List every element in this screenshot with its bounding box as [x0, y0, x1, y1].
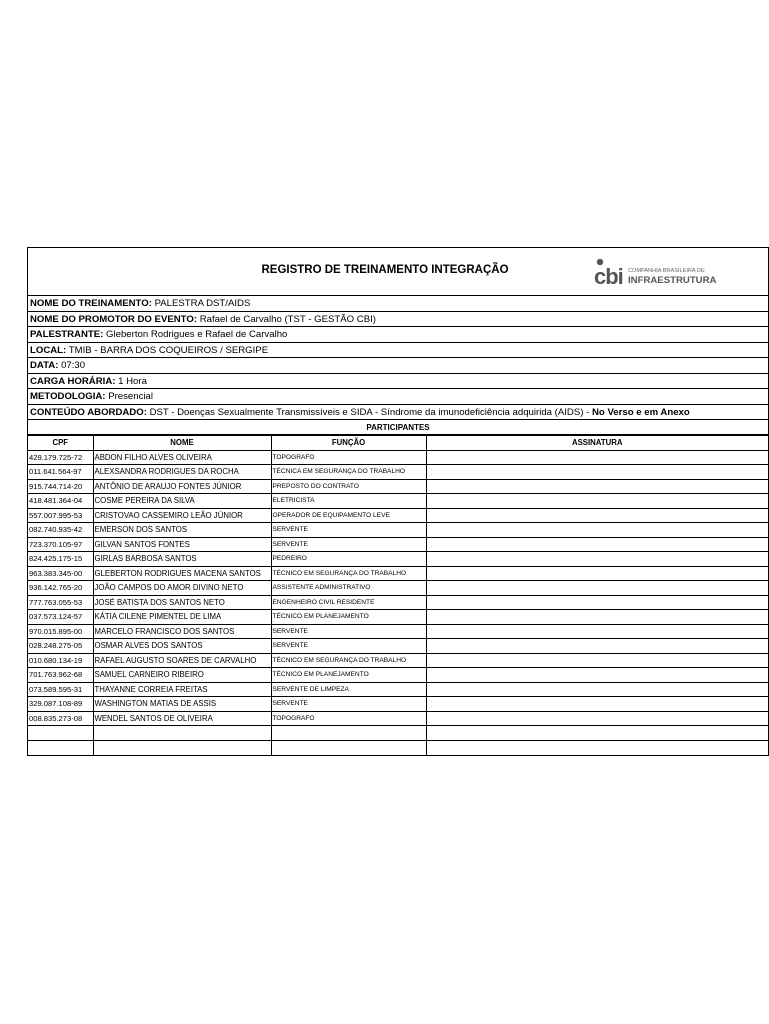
table-row [28, 711, 768, 726]
cell-funcao: ENGENHEIRO CIVIL RESIDENTE [271, 595, 426, 610]
column-header-cpf: CPF [28, 436, 93, 451]
info-row [28, 296, 768, 312]
cell-cpf: 008.835.273-08 [28, 711, 93, 726]
table-header-row [28, 436, 768, 451]
cell-nome: WENDEL SANTOS DE OLIVEIRA [93, 711, 271, 726]
cell-cpf: 777.763.055-53 [28, 595, 93, 610]
cell-nome [93, 740, 271, 755]
info-value: PALESTRA DST/AIDS [154, 298, 251, 309]
column-header-nome: NOME [93, 436, 271, 451]
table-row [28, 552, 768, 567]
signature-cell[interactable] [426, 566, 768, 581]
info-extra: No Verso e em Anexo [591, 406, 690, 418]
signature-cell[interactable] [426, 682, 768, 697]
cell-funcao: OPERADOR DE EQUIPAMENTO LEVE [271, 508, 426, 523]
cell-funcao: TÉCNICO EM PLANEJAMENTO [271, 610, 426, 625]
table-row [28, 450, 768, 465]
cell-funcao: TÉCNICO EM SEGURANÇA DO TRABALHO [271, 566, 426, 581]
cell-funcao: SERVENTE [271, 639, 426, 654]
table-row [28, 682, 768, 697]
cell-funcao: TOPOGRAFO [271, 711, 426, 726]
cell-cpf: 010.680.134-19 [28, 653, 93, 668]
info-row [28, 343, 768, 359]
info-section [28, 296, 768, 420]
info-row [28, 312, 768, 328]
cell-nome: EMERSON DOS SANTOS [93, 523, 271, 538]
cell-nome: MARCELO FRANCISCO DOS SANTOS [93, 624, 271, 639]
info-label: NOME DO TREINAMENTO: [30, 298, 152, 309]
cell-cpf: 723.370.105-97 [28, 537, 93, 552]
participants-table [28, 435, 768, 755]
cell-nome: SAMUEL CARNEIRO RIBEIRO [93, 668, 271, 683]
table-row [28, 595, 768, 610]
info-label: METODOLOGIA: [30, 391, 106, 402]
document-title: REGISTRO DE TREINAMENTO INTEGRAÇÃO [261, 264, 509, 276]
table-row [28, 523, 768, 538]
cell-funcao: SERVENTE DE LIMPEZA [271, 682, 426, 697]
cell-nome: CRISTOVAO CASSEMIRO LEÃO JÚNIOR [93, 508, 271, 523]
column-header-assinatura: ASSINATURA [426, 436, 768, 451]
cell-nome: THAYANNE CORREIA FREITAS [93, 682, 271, 697]
table-row [28, 740, 768, 755]
signature-cell[interactable] [426, 653, 768, 668]
signature-cell[interactable] [426, 581, 768, 596]
info-value: TMIB - BARRA DOS COQUEIROS / SERGIPE [68, 344, 269, 356]
signature-cell[interactable] [426, 523, 768, 538]
svg-text:INFRAESTRUTURA: INFRAESTRUTURA [628, 275, 717, 286]
cell-cpf: 970.015.895-00 [28, 624, 93, 639]
signature-cell[interactable] [426, 537, 768, 552]
table-row [28, 494, 768, 509]
cell-cpf: 011.641.564-97 [28, 465, 93, 480]
info-value: Gleberton Rodrigues e Rafael de Carvalho [106, 329, 288, 340]
info-label: NOME DO PROMOTOR DO EVENTO: [30, 313, 198, 325]
cell-funcao: SERVENTE [271, 697, 426, 712]
svg-text:COMPANHIA BRASILEIRA DE: COMPANHIA BRASILEIRA DE [628, 268, 705, 274]
signature-cell[interactable] [426, 668, 768, 683]
cell-nome: WASHINGTON MATIAS DE ASSIS [93, 697, 271, 712]
info-row [28, 374, 768, 390]
table-row [28, 624, 768, 639]
signature-cell[interactable] [426, 639, 768, 654]
cell-cpf: 037.573.124-57 [28, 610, 93, 625]
signature-cell[interactable] [426, 450, 768, 465]
table-row [28, 479, 768, 494]
info-row [28, 389, 768, 405]
table-row [28, 465, 768, 480]
cell-nome: OSMAR ALVES DOS SANTOS [93, 639, 271, 654]
cell-nome: GILVAN SANTOS FONTES [93, 537, 271, 552]
cell-funcao: TÉCNICA EM SEGURANÇA DO TRABALHO [271, 465, 426, 480]
table-row [28, 726, 768, 741]
svg-text:cbi: cbi [594, 264, 623, 289]
cell-funcao: ELETRICISTA [271, 494, 426, 509]
info-label: CARGA HORÁRIA: [30, 375, 116, 387]
signature-cell[interactable] [426, 740, 768, 755]
table-row [28, 566, 768, 581]
info-value: Presencial [108, 391, 153, 402]
signature-cell[interactable] [426, 610, 768, 625]
cell-funcao: SERVENTE [271, 624, 426, 639]
cell-nome: KÁTIA CILENE PIMENTEL DE LIMA [93, 610, 271, 625]
cell-funcao: ASSISTENTE ADMINISTRATIVO [271, 581, 426, 596]
column-header-funcao: FUNÇÃO [271, 436, 426, 451]
info-value: Rafael de Carvalho (TST - GESTÃO CBI) [199, 313, 376, 325]
info-label: LOCAL: [30, 344, 67, 356]
signature-cell[interactable] [426, 494, 768, 509]
cell-cpf: 557.007.995-53 [28, 508, 93, 523]
cell-nome: GIRLAS BARBOSA SANTOS [93, 552, 271, 567]
signature-cell[interactable] [426, 465, 768, 480]
cell-cpf: 329.087.108-89 [28, 697, 93, 712]
cell-cpf: 418.481.364-04 [28, 494, 93, 509]
cell-funcao: SERVENTE [271, 537, 426, 552]
signature-cell[interactable] [426, 595, 768, 610]
cell-nome: GLEBERTON RODRIGUES MACENA SANTOS [93, 566, 271, 581]
cell-funcao: SERVENTE [271, 523, 426, 538]
cell-nome: COSME PEREIRA DA SILVA [93, 494, 271, 509]
cell-cpf [28, 726, 93, 741]
cell-nome: JOSÉ BATISTA DOS SANTOS NETO [93, 595, 271, 610]
info-label: DATA: [30, 360, 59, 371]
table-row [28, 668, 768, 683]
cell-cpf: 915.744.714-20 [28, 479, 93, 494]
cell-cpf: 963.383.345-00 [28, 566, 93, 581]
cell-nome: ANTÔNIO DE ARAUJO FONTES JÚNIOR [93, 479, 271, 494]
cell-funcao: TOPOGRAFO [271, 450, 426, 465]
table-row [28, 581, 768, 596]
table-row [28, 697, 768, 712]
table-row [28, 537, 768, 552]
table-row [28, 639, 768, 654]
cell-cpf: 073.589.595-31 [28, 682, 93, 697]
training-register-sheet [27, 247, 769, 756]
cell-nome [93, 726, 271, 741]
participants-heading: PARTICIPANTES [28, 420, 768, 435]
table-row [28, 610, 768, 625]
cell-cpf: 824.425.175-15 [28, 552, 93, 567]
signature-cell[interactable] [426, 726, 768, 741]
signature-cell[interactable] [426, 508, 768, 523]
cell-funcao [271, 726, 426, 741]
info-label: PALESTRANTE: [30, 329, 104, 340]
info-label: CONTEÚDO ABORDADO: [30, 406, 147, 418]
cell-cpf: 429.179.725-72 [28, 450, 93, 465]
signature-cell[interactable] [426, 479, 768, 494]
cbi-logo [593, 256, 717, 290]
info-row [28, 405, 768, 421]
info-value: 1 Hora [118, 375, 147, 387]
signature-cell[interactable] [426, 624, 768, 639]
cell-funcao: TÉCNICO EM PLANEJAMENTO [271, 668, 426, 683]
cell-nome: ALEXSANDRA RODRIGUES DA ROCHA [93, 465, 271, 480]
info-row [28, 327, 768, 343]
signature-cell[interactable] [426, 697, 768, 712]
cell-cpf: 082.740.935-42 [28, 523, 93, 538]
cell-funcao [271, 740, 426, 755]
info-value: DST - Doenças Sexualmente Transmissíveis e SIDA - Síndrome da imunodeficiência adquirida (AIDS) - [149, 406, 590, 418]
table-row [28, 508, 768, 523]
cell-nome: JOÃO CAMPOS DO AMOR DIVINO NETO [93, 581, 271, 596]
signature-cell[interactable] [426, 711, 768, 726]
cell-nome: RAFAEL AUGUSTO SOARES DE CARVALHO [93, 653, 271, 668]
cell-cpf: 936.142.765-20 [28, 581, 93, 596]
cell-cpf: 028.248.275-05 [28, 639, 93, 654]
cell-funcao: PEDREIRO [271, 552, 426, 567]
cell-cpf: 701.763.962-68 [28, 668, 93, 683]
info-row [28, 358, 768, 374]
cell-cpf [28, 740, 93, 755]
cell-nome: ABDON FILHO ALVES OLIVEIRA [93, 450, 271, 465]
cell-funcao: TÉCNICO EM SEGURANÇA DO TRABALHO [271, 653, 426, 668]
info-value: 07:30 [61, 360, 86, 371]
table-row [28, 653, 768, 668]
sheet-header [28, 248, 768, 296]
cell-funcao: PREPOSTO DO CONTRATO [271, 479, 426, 494]
signature-cell[interactable] [426, 552, 768, 567]
